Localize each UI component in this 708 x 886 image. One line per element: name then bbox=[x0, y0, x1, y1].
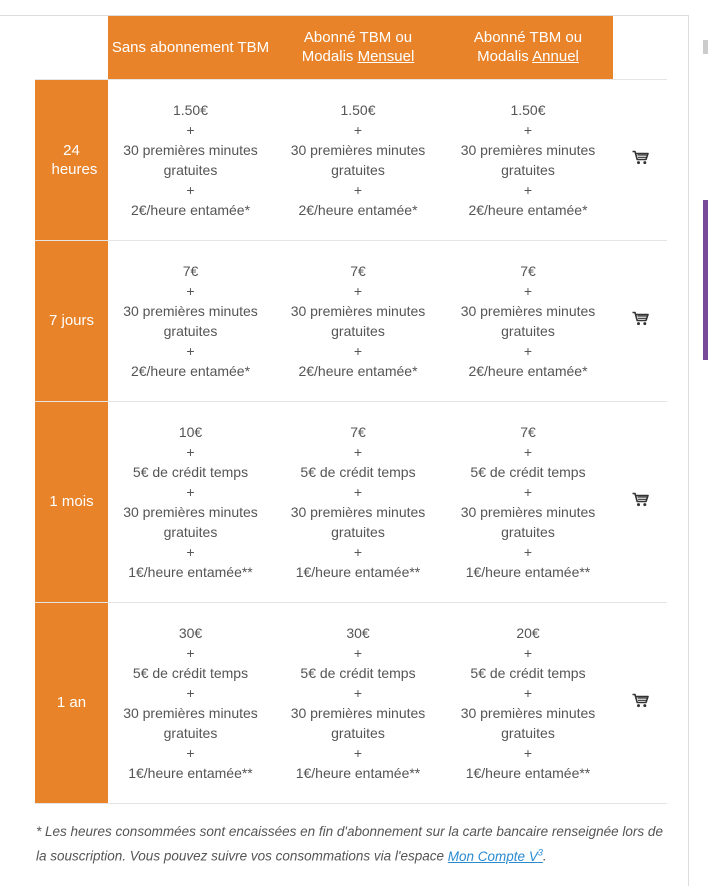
plus-sign: + bbox=[523, 342, 533, 359]
plus-sign: + bbox=[353, 543, 363, 560]
shopping-cart-icon[interactable] bbox=[632, 492, 649, 507]
price-line: 30 premières minutes gratuites bbox=[460, 302, 596, 339]
price-line: 1.50€ bbox=[510, 101, 546, 118]
duration-cell bbox=[35, 602, 108, 803]
plus-sign: + bbox=[353, 684, 363, 701]
shopping-cart-icon[interactable] bbox=[632, 693, 649, 708]
plus-sign: + bbox=[186, 684, 195, 701]
price-cell bbox=[443, 602, 613, 803]
plus-sign: + bbox=[523, 443, 533, 460]
plus-sign: + bbox=[186, 342, 195, 359]
plus-sign: + bbox=[186, 121, 195, 138]
price-line: 5€ de crédit temps bbox=[300, 463, 416, 480]
plus-sign: + bbox=[186, 744, 195, 761]
plus-sign: + bbox=[523, 282, 533, 299]
price-line: 30 premières minutes gratuites bbox=[290, 302, 426, 339]
plus-sign: + bbox=[523, 543, 533, 560]
price-line: 30 premières minutes gratuites bbox=[460, 503, 596, 540]
cart-cell bbox=[613, 79, 667, 240]
plus-sign: + bbox=[186, 443, 195, 460]
price-line: 1€/heure entamée** bbox=[295, 563, 421, 580]
price-line: 30€ bbox=[178, 624, 203, 641]
plus-sign: + bbox=[186, 644, 195, 661]
price-line: 30 premières minutes gratuites bbox=[290, 141, 426, 178]
header-label: Modalis bbox=[477, 48, 533, 66]
price-cell bbox=[108, 240, 273, 401]
price-line: 1€/heure entamée** bbox=[465, 563, 591, 580]
duration-cell bbox=[35, 240, 108, 401]
duration-label: 1 an bbox=[56, 694, 87, 711]
plus-sign: + bbox=[523, 684, 533, 701]
mon-compte-link[interactable] bbox=[448, 849, 543, 864]
price-line: 30 premières minutes gratuites bbox=[290, 503, 426, 540]
cart-cell bbox=[613, 602, 667, 803]
duration-cell bbox=[35, 401, 108, 602]
plus-sign: + bbox=[353, 644, 363, 661]
edge-mark bbox=[703, 40, 708, 54]
price-line: 30 premières minutes gratuites bbox=[123, 704, 258, 741]
price-cell bbox=[443, 401, 613, 602]
header-annual-subscriber bbox=[443, 16, 613, 79]
price-line: 30 premières minutes gratuites bbox=[460, 704, 596, 741]
cart-cell bbox=[613, 240, 667, 401]
price-cell bbox=[273, 240, 443, 401]
price-line: 7€ bbox=[350, 262, 366, 279]
plus-sign: + bbox=[186, 543, 195, 560]
price-line: 30 premières minutes gratuites bbox=[123, 141, 258, 178]
header-label: Modalis bbox=[301, 48, 358, 66]
price-cell bbox=[108, 79, 273, 240]
plus-sign: + bbox=[186, 282, 195, 299]
plus-sign: + bbox=[523, 644, 533, 661]
duration-label: 7 jours bbox=[48, 312, 95, 329]
price-cell bbox=[273, 401, 443, 602]
price-line: 2€/heure entamée* bbox=[130, 362, 251, 379]
price-line: 5€ de crédit temps bbox=[470, 463, 586, 480]
footnote-text: * Les heures consommées sont encaissées en fin d'abonnement sur la carte bancaire renseignée lors de la souscription. Vous pouvez suivre vos consommations via l'espace bbox=[36, 824, 663, 864]
header-label: Abonné TBM ou bbox=[303, 29, 413, 47]
duration-cell bbox=[35, 79, 108, 240]
price-cell bbox=[108, 602, 273, 803]
price-line: 7€ bbox=[520, 423, 536, 440]
price-line: 5€ de crédit temps bbox=[470, 664, 586, 681]
price-line: 7€ bbox=[182, 262, 199, 279]
price-line: 1€/heure entamée** bbox=[128, 764, 253, 781]
header-label: Abonné TBM ou bbox=[473, 29, 583, 47]
right-divider bbox=[688, 15, 689, 886]
header-cart-corner bbox=[613, 16, 667, 79]
price-line: 7€ bbox=[350, 423, 366, 440]
plus-sign: + bbox=[523, 744, 533, 761]
mon-compte-link-text[interactable]: Mon Compte V bbox=[447, 848, 538, 864]
pricing-table bbox=[35, 16, 667, 804]
pricing-row bbox=[35, 79, 667, 240]
price-line: 2€/heure entamée* bbox=[130, 201, 251, 218]
price-line: 2€/heure entamée* bbox=[298, 201, 418, 218]
price-line: 5€ de crédit temps bbox=[132, 664, 249, 681]
footnote-end: . bbox=[542, 848, 547, 864]
plus-sign: + bbox=[523, 181, 533, 198]
plus-sign: + bbox=[186, 181, 195, 198]
plus-sign: + bbox=[523, 121, 533, 138]
price-cell bbox=[443, 79, 613, 240]
price-line: 30 premières minutes gratuites bbox=[123, 503, 258, 540]
header-label: Sans abonnement TBM bbox=[111, 38, 270, 56]
monthly-link[interactable]: Mensuel bbox=[357, 48, 415, 66]
footnote bbox=[36, 822, 676, 867]
plus-sign: + bbox=[523, 483, 533, 500]
price-line: 1.50€ bbox=[172, 101, 209, 118]
price-line: 1€/heure entamée** bbox=[128, 563, 253, 580]
plus-sign: + bbox=[353, 282, 363, 299]
price-cell bbox=[108, 401, 273, 602]
price-line: 7€ bbox=[520, 262, 536, 279]
price-line: 30 premières minutes gratuites bbox=[123, 302, 258, 339]
price-line: 30€ bbox=[346, 624, 370, 641]
price-cell bbox=[443, 240, 613, 401]
price-line: 1€/heure entamée** bbox=[465, 764, 591, 781]
plus-sign: + bbox=[186, 483, 195, 500]
pricing-row bbox=[35, 602, 667, 803]
price-cell bbox=[273, 79, 443, 240]
edge-mark bbox=[703, 200, 708, 360]
price-line: 2€/heure entamée* bbox=[298, 362, 418, 379]
cart-cell bbox=[613, 401, 667, 602]
header-monthly-subscriber bbox=[273, 16, 443, 79]
pricing-row bbox=[35, 240, 667, 401]
plus-sign: + bbox=[353, 443, 363, 460]
plus-sign: + bbox=[353, 181, 363, 198]
mon-compte-link-sup[interactable]: 3 bbox=[537, 847, 543, 857]
price-line: 5€ de crédit temps bbox=[300, 664, 416, 681]
price-line: 2€/heure entamée* bbox=[468, 201, 588, 218]
plus-sign: + bbox=[353, 342, 363, 359]
price-line: 2€/heure entamée* bbox=[468, 362, 588, 379]
duration-label: 24 heures bbox=[51, 141, 98, 178]
shopping-cart-icon[interactable] bbox=[632, 311, 649, 326]
price-line: 30 premières minutes gratuites bbox=[290, 704, 426, 741]
price-line: 5€ de crédit temps bbox=[132, 463, 249, 480]
price-line: 30 premières minutes gratuites bbox=[460, 141, 596, 178]
pricing-row bbox=[35, 401, 667, 602]
price-cell bbox=[273, 602, 443, 803]
price-line: 1.50€ bbox=[340, 101, 376, 118]
header-corner bbox=[35, 16, 108, 79]
plus-sign: + bbox=[353, 121, 363, 138]
plus-sign: + bbox=[353, 744, 363, 761]
plus-sign: + bbox=[353, 483, 363, 500]
price-line: 1€/heure entamée** bbox=[295, 764, 421, 781]
shopping-cart-icon[interactable] bbox=[632, 150, 649, 165]
header-no-subscription bbox=[108, 16, 273, 79]
duration-label: 1 mois bbox=[49, 493, 94, 510]
price-line: 10€ bbox=[178, 423, 203, 440]
annual-link[interactable]: Annuel bbox=[532, 48, 579, 66]
price-line: 20€ bbox=[516, 624, 540, 641]
